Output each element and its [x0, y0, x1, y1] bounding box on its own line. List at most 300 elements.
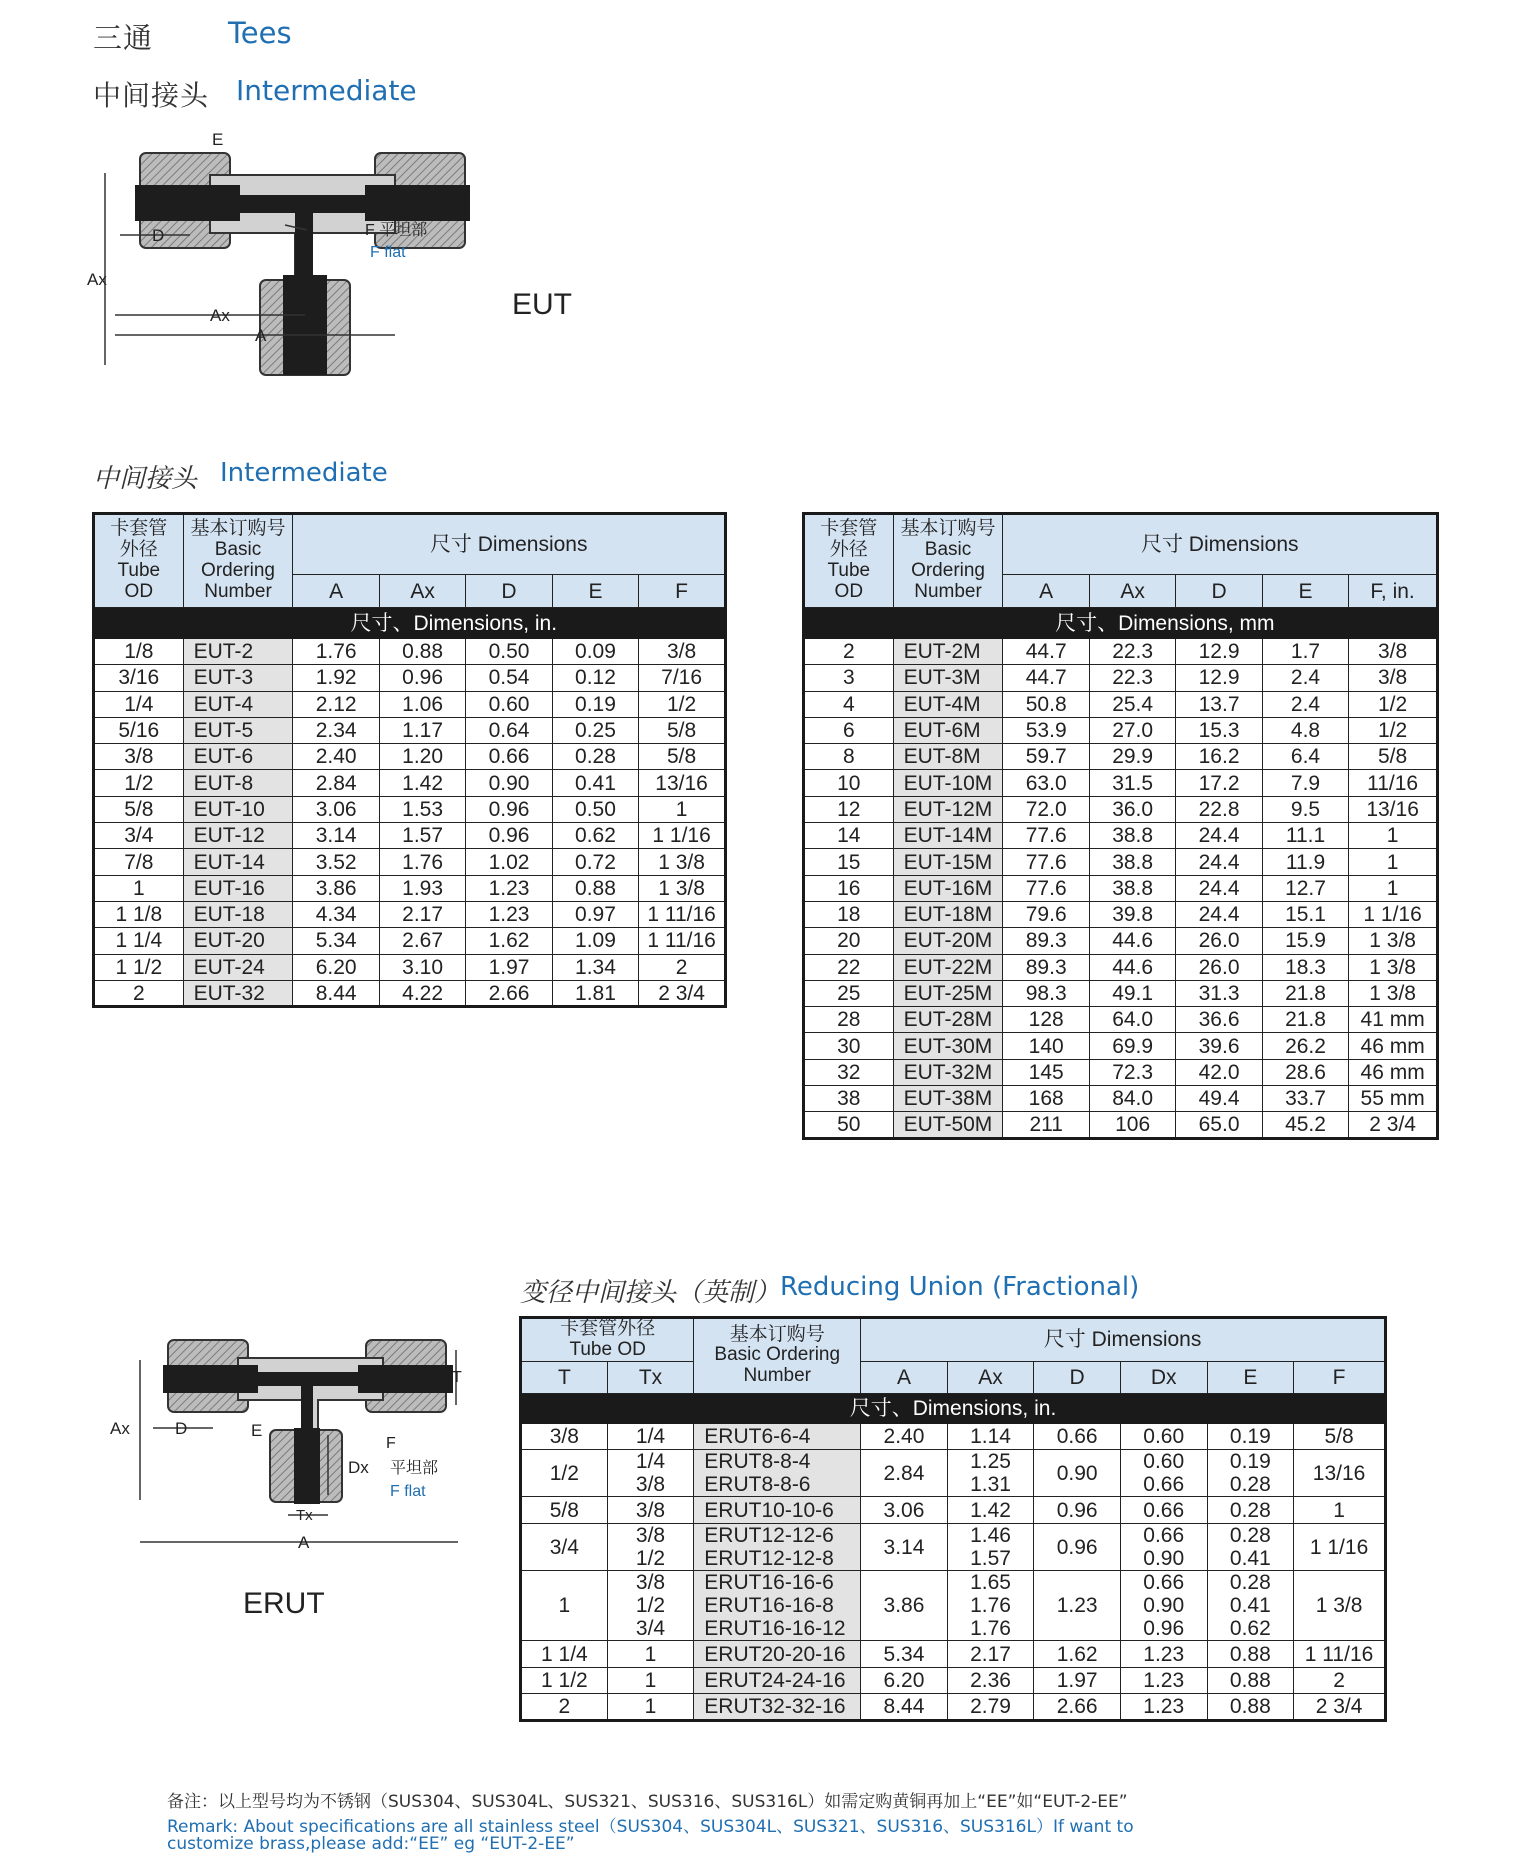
table-row	[804, 954, 1438, 980]
cell-e: 0.50	[552, 796, 638, 822]
cell-tube-od: 8	[804, 744, 894, 770]
col-d: D	[1034, 1361, 1121, 1393]
cell-d: 26.0	[1176, 954, 1262, 980]
cell-ax: 69.9	[1089, 1033, 1175, 1059]
table-row	[804, 1112, 1438, 1138]
subtitle-en: Intermediate	[236, 74, 417, 107]
cell-ax: 1.93	[379, 875, 465, 901]
cell-d: 0.66	[1034, 1423, 1121, 1450]
header-ordering-number: 基本订购号 Basic Ordering Number	[183, 514, 293, 608]
cell-a: 3.86	[293, 875, 379, 901]
cell-tx: 1/4	[607, 1423, 694, 1450]
cell-a: 50.8	[1003, 691, 1089, 717]
cell-tube-od: 3/4	[94, 823, 184, 849]
cell-e: 18.3	[1262, 954, 1348, 980]
cell-e: 12.7	[1262, 875, 1348, 901]
cell-f: 5/8	[639, 717, 726, 743]
cell-ax: 64.0	[1089, 1007, 1175, 1033]
cell-d: 1.23	[466, 901, 552, 927]
cell-e: 2.4	[1262, 665, 1348, 691]
cell-f: 2 3/4	[639, 980, 726, 1006]
cell-a: 2.84	[861, 1450, 948, 1497]
model-eut: EUT	[512, 288, 572, 321]
cell-tube-od: 3/16	[94, 665, 184, 691]
cell-a: 140	[1003, 1033, 1089, 1059]
label-f-cn: 平坦部	[390, 1460, 439, 1477]
cell-d: 31.3	[1176, 980, 1262, 1006]
table-row	[804, 928, 1438, 954]
cell-ax: 36.0	[1089, 796, 1175, 822]
col-d: D	[466, 575, 552, 608]
table-row	[94, 954, 726, 980]
cell-ax: 2.67	[379, 928, 465, 954]
cell-a: 59.7	[1003, 744, 1089, 770]
label-tx: Tx	[296, 1507, 313, 1524]
cell-e: 0.12	[552, 665, 638, 691]
cell-tube-od: 28	[804, 1007, 894, 1033]
section2-title-en: Reducing Union (Fractional)	[780, 1272, 1140, 1302]
cell-e: 7.9	[1262, 770, 1348, 796]
cell-d: 0.96	[466, 796, 552, 822]
cell-ax: 84.0	[1089, 1086, 1175, 1112]
cell-t: 1	[521, 1571, 608, 1641]
cell-e: 9.5	[1262, 796, 1348, 822]
section1-title-en: Intermediate	[220, 458, 388, 488]
cell-f: 46 mm	[1349, 1059, 1438, 1085]
col-f: F, in.	[1349, 575, 1438, 608]
cell-a: 2.40	[861, 1423, 948, 1450]
col-f: F	[1294, 1361, 1386, 1393]
cell-ordering-number: ERUT24-24-16	[694, 1667, 861, 1694]
cell-d: 0.90	[1034, 1450, 1121, 1497]
cell-e: 0.19	[1207, 1423, 1294, 1450]
cell-e: 0.62	[552, 823, 638, 849]
cell-f: 2	[639, 954, 726, 980]
cell-d: 16.2	[1176, 744, 1262, 770]
cell-ax: 3.10	[379, 954, 465, 980]
cell-t: 3/8	[521, 1423, 608, 1450]
cell-ordering-number: EUT-8	[183, 770, 293, 796]
cell-e: 0.88	[1207, 1694, 1294, 1721]
cell-ordering-number: EUT-28M	[893, 1007, 1003, 1033]
cell-d: 36.6	[1176, 1007, 1262, 1033]
cell-ordering-number: ERUT12-12-6 ERUT12-12-8	[694, 1523, 861, 1570]
cell-f: 1 3/8	[1349, 954, 1438, 980]
cell-d: 15.3	[1176, 717, 1262, 743]
cell-a: 3.06	[861, 1497, 948, 1524]
cell-e: 11.1	[1262, 823, 1348, 849]
cell-a: 77.6	[1003, 823, 1089, 849]
cell-ax: 1.17	[379, 717, 465, 743]
section1-title-cn: 中间接头	[93, 464, 198, 494]
cell-tx: 1	[607, 1694, 694, 1721]
cell-e: 0.28 0.41 0.62	[1207, 1571, 1294, 1641]
table-row	[94, 901, 726, 927]
cell-a: 3.14	[293, 823, 379, 849]
label-e: E	[251, 1421, 263, 1440]
cell-d: 12.9	[1176, 639, 1262, 665]
units-band: 尺寸、Dimensions, mm	[893, 608, 1437, 639]
cell-t: 2	[521, 1694, 608, 1721]
cell-a: 3.86	[861, 1571, 948, 1641]
cell-e: 15.1	[1262, 901, 1348, 927]
cell-ax: 27.0	[1089, 717, 1175, 743]
cell-e: 0.19 0.28	[1207, 1450, 1294, 1497]
eut-diagram	[87, 125, 495, 415]
col-dx: Dx	[1120, 1361, 1207, 1393]
cell-t: 3/4	[521, 1523, 608, 1570]
cell-ordering-number: EUT-38M	[893, 1086, 1003, 1112]
cell-f: 5/8	[639, 744, 726, 770]
cell-tx: 1	[607, 1641, 694, 1668]
table-row	[804, 849, 1438, 875]
cell-a: 77.6	[1003, 875, 1089, 901]
cell-d: 1.97	[466, 954, 552, 980]
cell-e: 1.09	[552, 928, 638, 954]
cell-ax: 2.17	[379, 901, 465, 927]
cell-d: 0.96	[1034, 1523, 1121, 1570]
erut-table	[519, 1316, 1387, 1722]
cell-ax: 49.1	[1089, 980, 1175, 1006]
cell-e: 6.4	[1262, 744, 1348, 770]
cell-d: 0.90	[466, 770, 552, 796]
cell-d: 0.50	[466, 639, 552, 665]
cell-f: 1 3/8	[1294, 1571, 1386, 1641]
cell-ordering-number: EUT-24	[183, 954, 293, 980]
cell-ax: 1.14	[947, 1423, 1034, 1450]
cell-dx: 1.23	[1120, 1641, 1207, 1668]
table-row	[94, 744, 726, 770]
cell-ordering-number: ERUT8-8-4 ERUT8-8-6	[694, 1450, 861, 1497]
cell-f: 3/8	[639, 639, 726, 665]
cell-a: 6.20	[861, 1667, 948, 1694]
cell-tube-od: 1 1/4	[94, 928, 184, 954]
page-title-en: Tees	[228, 16, 292, 50]
cell-dx: 0.66 0.90	[1120, 1523, 1207, 1570]
cell-d: 0.96	[1034, 1497, 1121, 1524]
cell-f: 55 mm	[1349, 1086, 1438, 1112]
cell-a: 4.34	[293, 901, 379, 927]
table-row	[94, 665, 726, 691]
cell-f: 1 1/16	[1349, 901, 1438, 927]
eut-inch-table	[92, 512, 727, 1008]
cell-d: 26.0	[1176, 928, 1262, 954]
cell-a: 8.44	[861, 1694, 948, 1721]
cell-tx: 3/8 1/2 3/4	[607, 1571, 694, 1641]
cell-tube-od: 20	[804, 928, 894, 954]
cell-a: 5.34	[293, 928, 379, 954]
table-row	[521, 1423, 1386, 1450]
cell-f: 11/16	[1349, 770, 1438, 796]
cell-a: 77.6	[1003, 849, 1089, 875]
cell-e: 0.97	[552, 901, 638, 927]
cell-ax: 0.88	[379, 639, 465, 665]
table-row	[804, 901, 1438, 927]
cell-tx: 1	[607, 1667, 694, 1694]
cell-ordering-number: EUT-15M	[893, 849, 1003, 875]
cell-tx: 3/8 1/2	[607, 1523, 694, 1570]
cell-e: 0.88	[1207, 1667, 1294, 1694]
cell-f: 46 mm	[1349, 1033, 1438, 1059]
cell-a: 2.40	[293, 744, 379, 770]
cell-f: 1	[639, 796, 726, 822]
cell-a: 44.7	[1003, 639, 1089, 665]
cell-d: 24.4	[1176, 823, 1262, 849]
cell-ax: 0.96	[379, 665, 465, 691]
label-ax: Ax	[110, 1419, 130, 1438]
cell-ax: 38.8	[1089, 875, 1175, 901]
table-row	[804, 875, 1438, 901]
cell-e: 0.09	[552, 639, 638, 665]
cell-ax: 29.9	[1089, 744, 1175, 770]
cell-tube-od: 5/16	[94, 717, 184, 743]
subtitle-cn: 中间接头	[93, 79, 210, 112]
cell-d: 24.4	[1176, 849, 1262, 875]
cell-ordering-number: ERUT6-6-4	[694, 1423, 861, 1450]
cell-e: 21.8	[1262, 1007, 1348, 1033]
cell-ordering-number: EUT-32M	[893, 1059, 1003, 1085]
units-band: 尺寸、Dimensions, in.	[183, 608, 725, 639]
cell-d: 24.4	[1176, 875, 1262, 901]
cell-ordering-number: EUT-14	[183, 849, 293, 875]
cell-f: 3/8	[1349, 665, 1438, 691]
cell-e: 4.8	[1262, 717, 1348, 743]
col-t: T	[521, 1361, 608, 1393]
table-row	[94, 796, 726, 822]
cell-f: 7/16	[639, 665, 726, 691]
header-dimensions: 尺寸 Dimensions	[293, 514, 726, 575]
cell-a: 3.06	[293, 796, 379, 822]
cell-a: 5.34	[861, 1641, 948, 1668]
model-erut: ERUT	[243, 1587, 325, 1620]
cell-ordering-number: EUT-4M	[893, 691, 1003, 717]
cell-dx: 0.60 0.66	[1120, 1450, 1207, 1497]
erut-diagram	[110, 1330, 468, 1560]
cell-dx: 1.23	[1120, 1694, 1207, 1721]
cell-f: 2 3/4	[1294, 1694, 1386, 1721]
table-row	[94, 639, 726, 665]
cell-ax: 22.3	[1089, 639, 1175, 665]
cell-ax: 25.4	[1089, 691, 1175, 717]
cell-d: 0.66	[466, 744, 552, 770]
header-tube-od: 卡套管外径 Tube OD	[521, 1318, 694, 1362]
label-a: A	[255, 326, 267, 345]
cell-f: 1	[1349, 823, 1438, 849]
eut-mm-table	[802, 512, 1439, 1140]
page-title-cn: 三通	[93, 21, 154, 55]
cell-tube-od: 10	[804, 770, 894, 796]
table-row	[94, 928, 726, 954]
cell-a: 8.44	[293, 980, 379, 1006]
cell-tube-od: 1 1/2	[94, 954, 184, 980]
cell-dx: 0.60	[1120, 1423, 1207, 1450]
col-e: E	[1207, 1361, 1294, 1393]
cell-f: 3/8	[1349, 639, 1438, 665]
cell-ordering-number: EUT-50M	[893, 1112, 1003, 1138]
table-row	[804, 744, 1438, 770]
cell-ax: 1.76	[379, 849, 465, 875]
cell-d: 0.54	[466, 665, 552, 691]
label-d: D	[152, 226, 165, 245]
label-ax-bottom: Ax	[210, 306, 230, 325]
cell-ax: 1.53	[379, 796, 465, 822]
cell-f: 1 1/16	[639, 823, 726, 849]
cell-ordering-number: EUT-20M	[893, 928, 1003, 954]
cell-tube-od: 18	[804, 901, 894, 927]
cell-ax: 2.36	[947, 1667, 1034, 1694]
cell-f: 1 3/8	[639, 849, 726, 875]
header-dimensions: 尺寸 Dimensions	[1003, 514, 1438, 575]
cell-tube-od: 1/2	[94, 770, 184, 796]
cell-d: 1.97	[1034, 1667, 1121, 1694]
cell-f: 13/16	[1294, 1450, 1386, 1497]
cell-e: 15.9	[1262, 928, 1348, 954]
col-tx: Tx	[607, 1361, 694, 1393]
cell-d: 1.62	[466, 928, 552, 954]
cell-a: 1.92	[293, 665, 379, 691]
col-f: F	[639, 575, 726, 608]
cell-a: 145	[1003, 1059, 1089, 1085]
label-t: T	[452, 1369, 462, 1386]
cell-t: 1 1/4	[521, 1641, 608, 1668]
cell-tube-od: 1/4	[94, 691, 184, 717]
cell-ordering-number: EUT-8M	[893, 744, 1003, 770]
cell-tube-od: 15	[804, 849, 894, 875]
cell-a: 128	[1003, 1007, 1089, 1033]
cell-tube-od: 30	[804, 1033, 894, 1059]
table-row	[94, 823, 726, 849]
cell-tube-od: 32	[804, 1059, 894, 1085]
table-row	[804, 1007, 1438, 1033]
cell-ordering-number: EUT-5	[183, 717, 293, 743]
cell-ordering-number: EUT-18M	[893, 901, 1003, 927]
cell-d: 0.60	[466, 691, 552, 717]
cell-ordering-number: EUT-32	[183, 980, 293, 1006]
cell-d: 17.2	[1176, 770, 1262, 796]
units-band: 尺寸、Dimensions, in.	[521, 1393, 1386, 1423]
table-row	[94, 875, 726, 901]
cell-e: 21.8	[1262, 980, 1348, 1006]
cell-ordering-number: EUT-10M	[893, 770, 1003, 796]
col-e: E	[1262, 575, 1348, 608]
cell-tube-od: 1	[94, 875, 184, 901]
cell-e: 28.6	[1262, 1059, 1348, 1085]
cell-f: 1/2	[1349, 717, 1438, 743]
remark-en-line2: customize brass,please add:“EE” eg “EUT-2-EE”	[167, 1834, 575, 1854]
cell-tube-od: 5/8	[94, 796, 184, 822]
cell-ax: 44.6	[1089, 954, 1175, 980]
cell-tube-od: 4	[804, 691, 894, 717]
cell-d: 24.4	[1176, 901, 1262, 927]
cell-d: 13.7	[1176, 691, 1262, 717]
cell-ax: 39.8	[1089, 901, 1175, 927]
cell-ax: 106	[1089, 1112, 1175, 1138]
cell-a: 72.0	[1003, 796, 1089, 822]
cell-ax: 4.22	[379, 980, 465, 1006]
cell-e: 0.88	[552, 875, 638, 901]
cell-f: 1 3/8	[639, 875, 726, 901]
cell-tube-od: 22	[804, 954, 894, 980]
cell-dx: 1.23	[1120, 1667, 1207, 1694]
cell-tube-od: 25	[804, 980, 894, 1006]
cell-f: 13/16	[1349, 796, 1438, 822]
cell-f: 1 11/16	[639, 901, 726, 927]
cell-ax: 2.79	[947, 1694, 1034, 1721]
cell-ordering-number: EUT-12M	[893, 796, 1003, 822]
table-row	[804, 823, 1438, 849]
col-a: A	[1003, 575, 1089, 608]
cell-f: 5/8	[1349, 744, 1438, 770]
cell-e: 45.2	[1262, 1112, 1348, 1138]
cell-tube-od: 12	[804, 796, 894, 822]
cell-a: 168	[1003, 1086, 1089, 1112]
cell-tube-od: 3/8	[94, 744, 184, 770]
cell-t: 1/2	[521, 1450, 608, 1497]
cell-d: 2.66	[466, 980, 552, 1006]
label-e: E	[212, 130, 224, 149]
header-tube-od: 卡套管 外径 Tube OD	[804, 514, 894, 608]
cell-d: 49.4	[1176, 1086, 1262, 1112]
header-ordering-number: 基本订购号 Basic Ordering Number	[694, 1318, 861, 1394]
cell-tube-od: 2	[94, 980, 184, 1006]
cell-tube-od: 1/8	[94, 639, 184, 665]
cell-a: 2.34	[293, 717, 379, 743]
cell-e: 0.28	[1207, 1497, 1294, 1524]
cell-ordering-number: EUT-10	[183, 796, 293, 822]
table-row	[804, 1059, 1438, 1085]
table-row	[521, 1641, 1386, 1668]
label-f-cn: F 平坦部	[365, 222, 428, 239]
cell-ax: 1.46 1.57	[947, 1523, 1034, 1570]
cell-tube-od: 3	[804, 665, 894, 691]
cell-d: 42.0	[1176, 1059, 1262, 1085]
label-f: F	[386, 1435, 396, 1452]
cell-f: 1 11/16	[639, 928, 726, 954]
col-ax: Ax	[947, 1361, 1034, 1393]
cell-f: 1 3/8	[1349, 980, 1438, 1006]
col-d: D	[1176, 575, 1262, 608]
cell-ax: 22.3	[1089, 665, 1175, 691]
cell-e: 11.9	[1262, 849, 1348, 875]
cell-ax: 1.65 1.76 1.76	[947, 1571, 1034, 1641]
cell-d: 39.6	[1176, 1033, 1262, 1059]
cell-a: 2.84	[293, 770, 379, 796]
cell-ax: 31.5	[1089, 770, 1175, 796]
table-row	[804, 796, 1438, 822]
col-e: E	[552, 575, 638, 608]
col-a: A	[861, 1361, 948, 1393]
cell-f: 1	[1349, 849, 1438, 875]
cell-ordering-number: EUT-20	[183, 928, 293, 954]
cell-ordering-number: EUT-14M	[893, 823, 1003, 849]
cell-a: 98.3	[1003, 980, 1089, 1006]
cell-a: 211	[1003, 1112, 1089, 1138]
cell-ax: 72.3	[1089, 1059, 1175, 1085]
cell-tube-od: 14	[804, 823, 894, 849]
label-dx: Dx	[348, 1458, 369, 1477]
table-row	[94, 691, 726, 717]
cell-e: 26.2	[1262, 1033, 1348, 1059]
table-row	[804, 1086, 1438, 1112]
cell-a: 3.52	[293, 849, 379, 875]
cell-d: 2.66	[1034, 1694, 1121, 1721]
cell-f: 13/16	[639, 770, 726, 796]
cell-ordering-number: EUT-6	[183, 744, 293, 770]
cell-d: 1.23	[1034, 1571, 1121, 1641]
cell-e: 0.19	[552, 691, 638, 717]
table-row	[521, 1523, 1386, 1570]
cell-d: 0.96	[466, 823, 552, 849]
